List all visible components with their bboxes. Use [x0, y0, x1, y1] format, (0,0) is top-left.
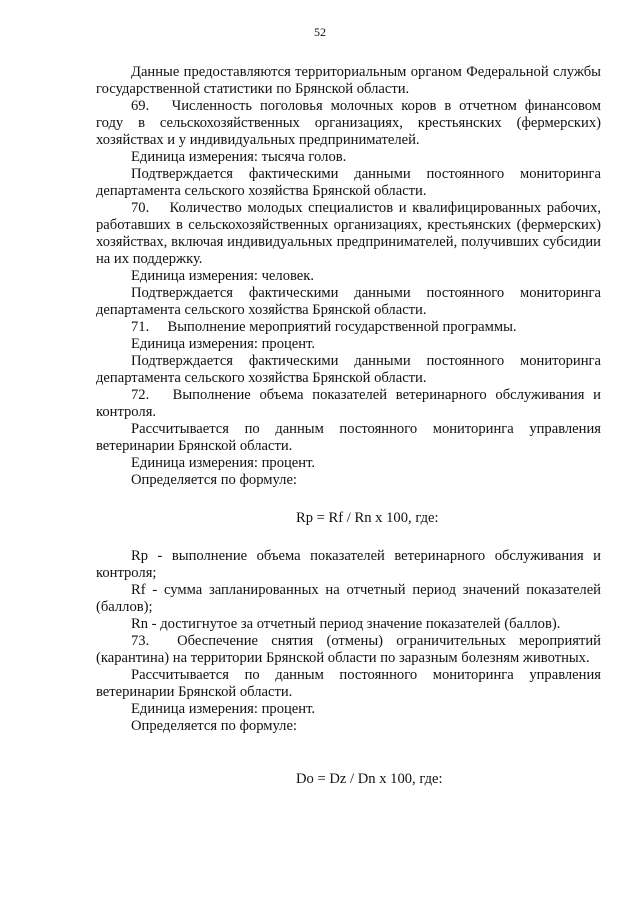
paragraph: Единица измерения: процент. — [131, 701, 316, 717]
paragraph: Подтверждается фактическими данными постоянного мониторинга департамента сельского хозяйства Брянской области. — [96, 353, 601, 386]
paragraph: Подтверждается фактическими данными постоянного мониторинга департамента сельского хозяйства Брянской области. — [96, 166, 601, 199]
paragraph: 73. Обеспечение снятия (отмены) ограничительных мероприятий (карантина) на территории Брянской области по заразным болезням животных. — [96, 633, 601, 666]
paragraph: 71. Выполнение мероприятий государственной программы. — [131, 319, 517, 335]
paragraph: Единица измерения: тысяча голов. — [131, 149, 347, 165]
paragraph: 69. Численность поголовья молочных коров в отчетном финансовом году в сельскохозяйственных организациях, крестьянских (фермерских) хозяйствах и у индивидуальных предпринимателей. — [96, 98, 601, 148]
paragraph: Rp - выполнение объема показателей ветеринарного обслуживания и контроля; — [96, 548, 601, 581]
paragraph: Рассчитывается по данным постоянного мониторинга управления ветеринарии Брянской области. — [96, 667, 601, 700]
paragraph: Rn - достигнутое за отчетный период значение показателей (баллов). — [131, 616, 561, 632]
paragraph: 70. Количество молодых специалистов и квалифицированных рабочих, работавших в сельскохозяйственных организациях, крестьянских (фермерских) хозяйствах, включая индивидуальных предпринимателей, получивших субсидии на их поддержку. — [96, 200, 601, 267]
paragraph: Данные предоставляются территориальным органом Федеральной службы государственной статистики по Брянской области. — [96, 64, 601, 97]
paragraph: 72. Выполнение объема показателей ветеринарного обслуживания и контроля. — [96, 387, 601, 420]
paragraph: Определяется по формуле: — [131, 718, 297, 734]
formula-do: Do = Dz / Dn x 100, где: — [296, 771, 443, 787]
paragraph: Единица измерения: процент. — [131, 336, 316, 352]
paragraph: Единица измерения: процент. — [131, 455, 316, 471]
page-number: 52 — [314, 25, 326, 39]
document-body — [96, 64, 601, 788]
paragraph: Rf - сумма запланированных на отчетный период значений показателей (баллов); — [96, 582, 601, 615]
formula-rp: Rp = Rf / Rn x 100, где: — [296, 510, 439, 526]
paragraph: Рассчитывается по данным постоянного мониторинга управления ветеринарии Брянской области. — [96, 421, 601, 454]
paragraph: Определяется по формуле: — [131, 472, 297, 488]
paragraph: Единица измерения: человек. — [131, 268, 315, 284]
paragraph: Подтверждается фактическими данными постоянного мониторинга департамента сельского хозяйства Брянской области. — [96, 285, 601, 318]
